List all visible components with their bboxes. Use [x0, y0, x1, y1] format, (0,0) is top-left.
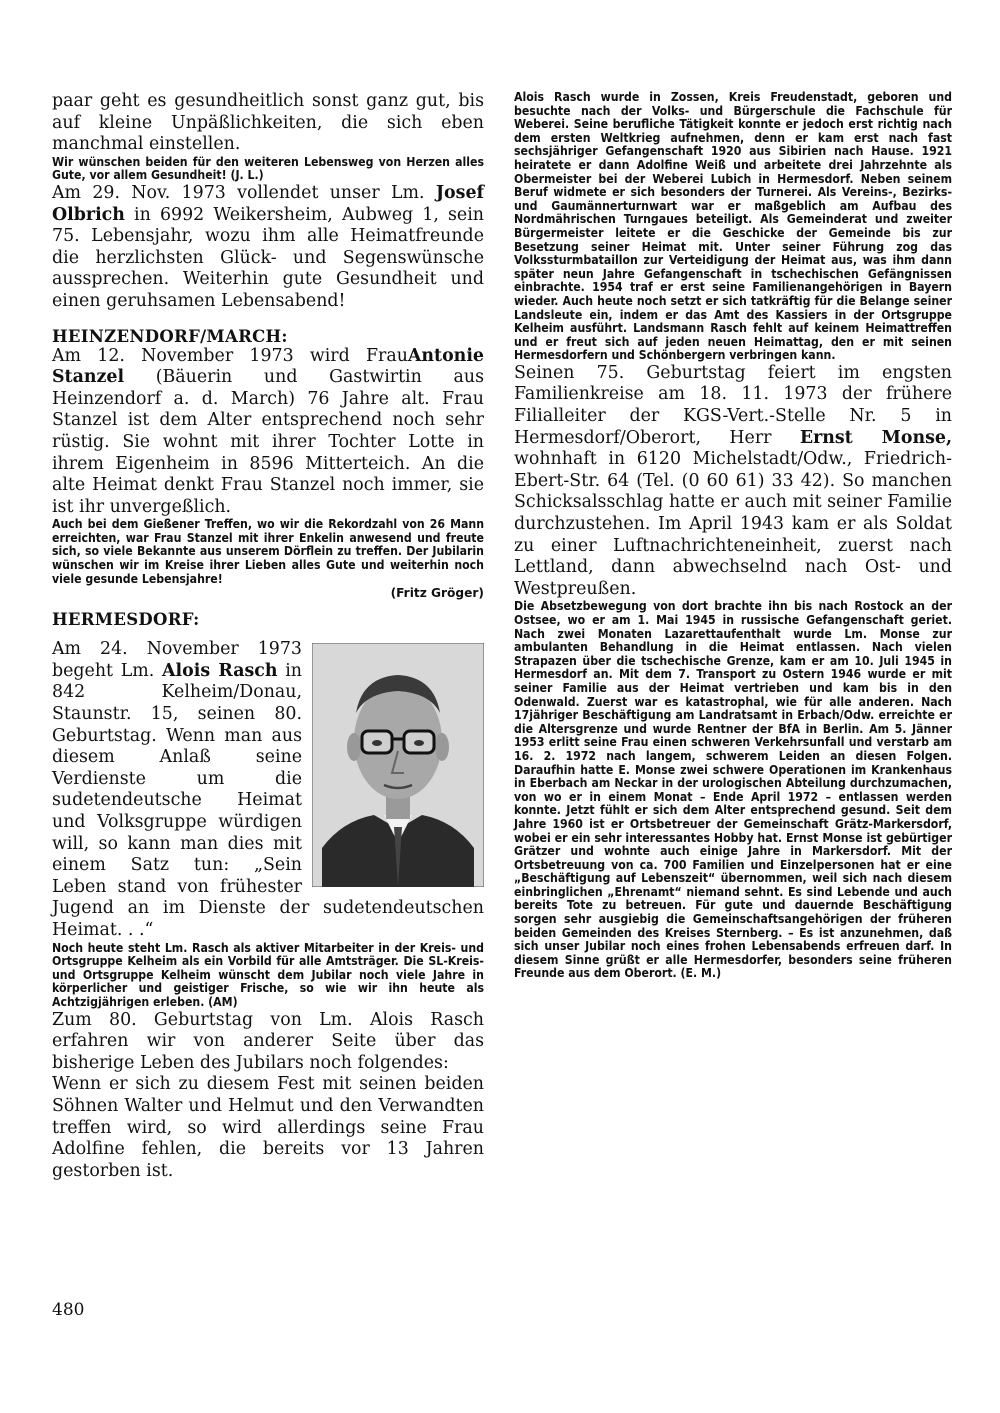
right-column [514, 91, 952, 981]
paragraph: Am 29. Nov. 1973 vollendet unser Lm. Josef Olbrich in 6992 Weikersheim, Aubweg 1, sein 75. Lebensjahr, wozu ihm alle Heimatfreunde die herzlichsten Glück- und Segenswünsche aussprechen. Weiterhin gute Gesundheit und einen geruhsamen Lebensabend! [52, 182, 484, 311]
section-heading: HERMESDORF: [52, 610, 200, 630]
left-column [52, 91, 484, 1182]
person-name: Alois Rasch [162, 660, 278, 681]
paragraph-small: Wir wünschen beiden für den weiteren Lebensweg von Herzen alles Gute, vor allem Gesundheit! (J. L.) [52, 154, 484, 183]
paragraph: Zum 80. Geburtstag von Lm. Alois Rasch erfahren wir von anderer Seite über das bisherige Leben des Jubilars noch folgendes: [52, 1009, 484, 1073]
portrait-photo [312, 643, 484, 887]
section-heading: HEINZENDORF/MARCH: [52, 326, 288, 346]
person-name: Josef Olbrich [52, 182, 484, 225]
paragraph: paar geht es gesundheitlich sonst ganz gut, bis auf kleine Unpäßlichkeiten, die sich eben manchmal einstellen. [52, 91, 484, 155]
paragraph-small: Auch bei dem Gießener Treffen, wo wir die Rekordzahl von 26 Mann erreichten, war Frau Stanzel mit ihrer Enkelin anwesend und freute sich, so viele Bekannte aus unserem Dörflein zu treffen. Der Jubilarin wünschen wir im Kreise ihrer Lieben alles Gute und weiterhin noch viele gesunde Lebensjahre! [52, 517, 484, 586]
paragraph-small: Alois Rasch wurde in Zossen, Kreis Freudenstadt, geboren und besuchte nach der Volks- und Bürgerschule die Fachschule für Weberei. Seine berufliche Tätigkeit konnte er jedoch erst richtig nach dem ersten Weltkrieg aufnehmen, denn er kam erst nach fast sechsjähriger Gefangenschaft 1920 aus Sibirien nach Hause. 1921 heiratete er dann Adolfine Weiß und arbeitete drei Jahrzehnte als Obermeister bei der Weberei Lubich in Hermesdorf. Neben seinem Beruf widmete er sich besonders der Turnerei. Als Vereins-, Bezirks- und Gaumännerturnwart war er maßgeblich am Aufbau des Nordmährischen Turngaues beteiligt. Als Gemeinderat und zweiter Bürgermeister leitete er die Geschicke der Gemeinde bis zur Besetzung seiner Heimat mit. Unter seiner Führung zog das Volkssturmbataillon zur Verteidigung der Heimat aus, was ihm dann später neun Jahre Gefangenschaft in tschechischen Gefängnissen einbrachte. 1954 traf er erst seine Familienangehörigen in Bayern wieder. Auch heute noch setzt er sich tatkräftig für die Belange seiner Landsleute ein, indem er das Amt des Kassiers in der Ortsgruppe Kelheim ausführt. Landsmann Rasch fehlt auf keinem Heimattreffen und er freut sich auf jeden neuen Heimattag, den er mit seinen Hermesdorfern und Schönbergern verbringen kann. [514, 90, 952, 363]
signature: (Fritz Gröger) [390, 586, 484, 601]
paragraph: Am 12. November 1973 wird FrauAntonie Stanzel (Bäuerin und Gastwirtin aus Heinzendorf a. d. March) 76 Jahre alt. Frau Stanzel ist dem Alter entsprechend noch sehr rüstig. Sie wohnt mit ihrer Tochter Lotte in ihrem Eigenheim in 8596 Mitterteich. An die alte Heimat denkt Frau Stanzel noch immer, sie ist ihr unvergeßlich. [52, 345, 484, 517]
page-number: 480 [52, 1300, 85, 1320]
paragraph-small: Die Absetzbewegung von dort brachte ihn bis nach Rostock an der Ostsee, wo er am 1. Mai 1945 in russische Gefangenschaft geriet. Nach zwei Monaten Lazarettaufenthalt wurde Lm. Monse zur ambulanten Behandlung in die Heimat entlassen. Nach vielen Strapazen über die tschechische Grenze, kam er am 10. Juli 1945 in Hermesdorf an. Mit dem 7. Transport zu Ostern 1946 wurde er mit seiner Familie aus der Heimat vertrieben und kam bis in den Odenwald. Zuerst war es katastrophal, wie für alle anderen. Nach 17jähriger Beschäftigung am Landratsamt in Erbach/Odw. erreichte er die Altersgrenze und wurde Rentner der BfA in Berlin. Am 5. Jänner 1953 erlitt seine Frau einen schweren Verkehrsunfall und verstarb am 16. 2. 1972 nach langem, schwerem Leiden an diesen Folgen. Daraufhin hatte E. Monse zwei schwere Operationen im Krankenhaus in Eberbach am Neckar in der urologischen Abteilung durchzumachen, von wo er in einem Monat – Ende April 1972 – entlassen werden konnte. Jetzt fühlt er sich dem Alter entsprechend gesund. Seit dem Jahre 1960 ist er Ortsbetreuer der Gemeinschaft Grätz-Markersdorf, wobei er ein sehr interessantes Hobby hat. Ernst Monse ist gebürtiger Grätzer und wohnte auch einige Jahre in Markersdorf. Mit der Ortsbetreuung von ca. 700 Familien und Einzelpersonen hat er eine „Beschäftigung auf Lebenszeit“ übernommen, weil sich nach diesem einbringlichen „Ehrenamt“ niemand sehnt. Es sind Lebende und auch bereits Tote zu betreuen. Für gute und dauernde Beschäftigung sorgen sehr ausgiebig die Gemeinschaftsangehörigen der früheren beiden Gemeinden des Kreises Sternberg. – Es ist anzunehmen, daß sich unser Jubilar noch eines frohen Lebensabends erfreuen darf. In diesem Sinne grüßt er alle Hermesdorfer, besonders seine früheren Freunde aus dem Oberort. (E. M.) [514, 599, 952, 981]
paragraph-small: Noch heute steht Lm. Rasch als aktiver Mitarbeiter in der Kreis- und Ortsgruppe Kelheim als ein Vorbild für alle Amtsträger. Die SL-Kreis- und Ortsgruppe Kelheim wünscht dem Jubilar noch viele Jahre in körperlicher und geistiger Frische, so wie wir ihn heute als Achtzigjährigen erleben. (AM) [52, 940, 484, 1009]
paragraph: Seinen 75. Geburtstag feiert im engsten Familienkreise am 18. 11. 1973 der frühere Filialleiter der KGS-Vert.-Stelle Nr. 5 in Hermesdorf/Oberort, Herr Ernst Monse, wohnhaft in 6120 Michelstadt/Odw., Friedrich-Ebert-Str. 64 (Tel. (0 60 61) 33 42). So manchen Schicksalsschlag hatte er auch mit seiner Familie durchzustehen. Im April 1943 kam er als Soldat zu einer Luftnachrichteneinheit, zuerst nach Lettland, dann abwechselnd nach Ost- und Westpreußen. [514, 362, 952, 599]
paragraph: Wenn er sich zu diesem Fest mit seinen beiden Söhnen Walter und Helmut und den Verwandten treffen wird, so wird allerdings seine Frau Adolfine fehlen, die bereits vor 13 Jahren gestorben ist. [52, 1074, 484, 1181]
person-name: Ernst Monse, [799, 427, 952, 448]
paragraph: Am 24. November 1973 begeht Lm. Alois Rasch in 842 Kelheim/Donau, Staunstr. 15, seinen 80. Geburtstag. Wenn man aus diesem Anlaß seine Verdienste um die sudetendeutsche Heimat und Volksgruppe würdigen will, so kann man dies mit einem Satz tun: „Sein Leben stand von frühester Jugend an im Dienste der sudetendeutschen Heimat. . .“ [52, 639, 484, 940]
person-name: Antonie Stanzel [52, 345, 484, 388]
